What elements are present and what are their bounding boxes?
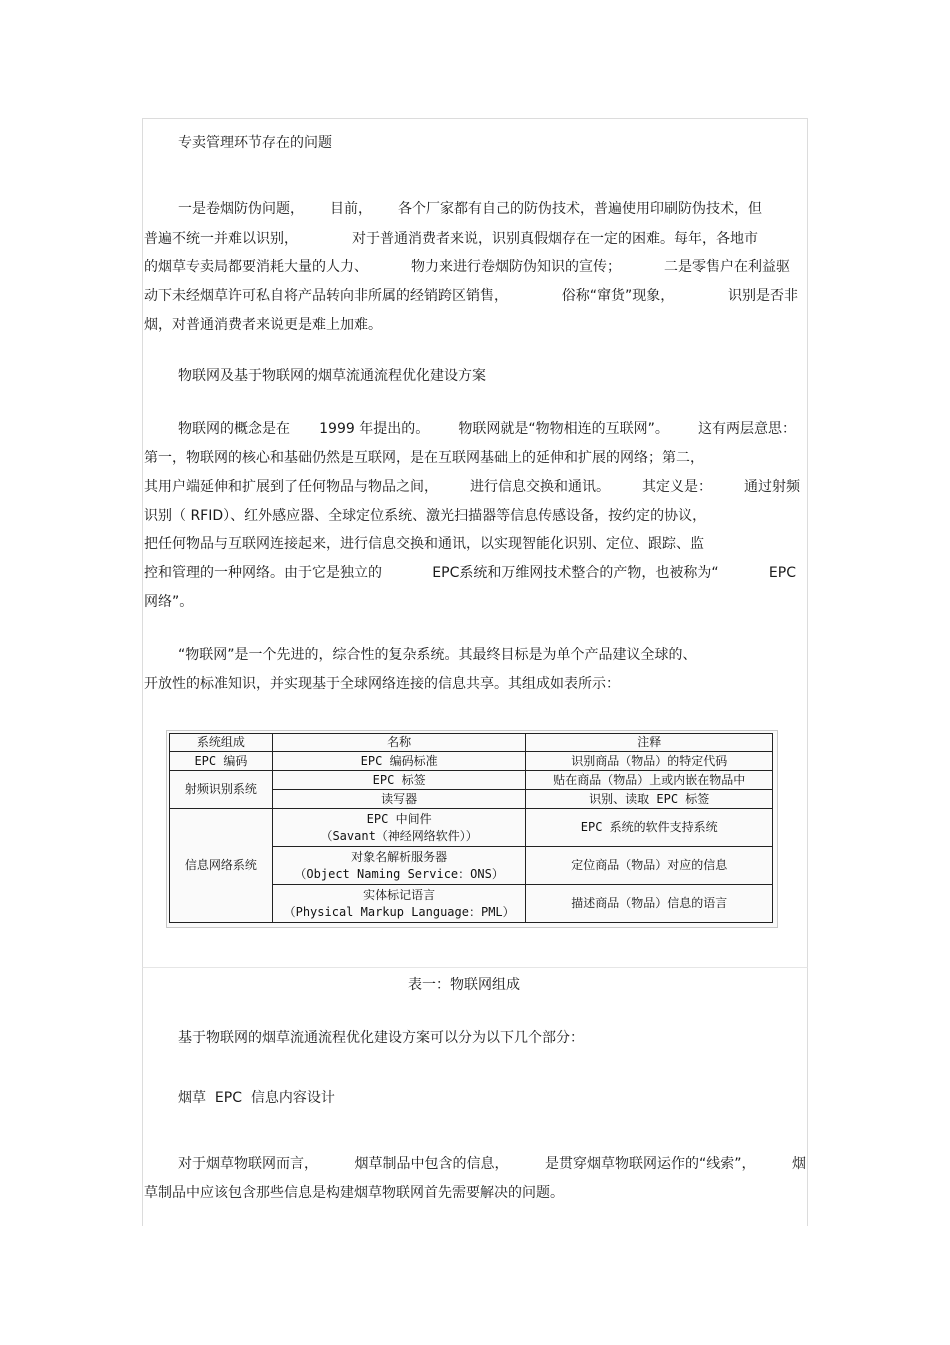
cell-name: EPC 标签	[272, 771, 526, 790]
para2-line-3: 其用户端延伸和扩展到了任何物品与物品之间， 进行信息交换和通讯。 其定义是： 通过射频	[144, 479, 800, 495]
para1-line-3: 的烟草专卖局都要消耗大量的人力、 物力来进行卷烟防伪知识的宣传； 二是零售户在利益驱	[144, 259, 790, 275]
cell-name-two-line: 实体标记语言 （Physical Markup Language：PML）	[272, 885, 526, 923]
para2-line-1: 物联网的概念是在 1999 年提出的。 物联网就是“物物相连的互联网”。 这有两层意思：	[178, 421, 796, 437]
cell-note: 贴在商品（物品）上或内嵌在物品中	[526, 771, 773, 790]
section-heading-epc-content: 烟草 EPC 信息内容设计	[178, 1090, 335, 1106]
para1-line-4: 动下未经烟草许可私自将产品转向非所属的经销跨区销售， 俗称“窜货”现象， 识别是否非	[144, 288, 798, 304]
table-row	[170, 809, 773, 847]
cell-note: 识别、读取 EPC 标签	[526, 790, 773, 809]
para2-line-7: 网络”。	[144, 594, 194, 610]
cell-note: 识别商品（物品）的特定代码	[526, 752, 773, 771]
para1-line-1: 一是卷烟防伪问题， 目前， 各个厂家都有自己的防伪技术，普遍使用印刷防伪技术，但	[178, 201, 762, 217]
table-header-row	[170, 734, 773, 752]
header-note: 注释	[526, 734, 773, 752]
iot-composition-table	[169, 733, 773, 923]
table-caption: 表一：物联网组成	[408, 977, 520, 993]
para2-line-4: 识别（ RFID）、红外感应器、全球定位系统、激光扫描器等信息传感设备，按约定的协议，	[144, 508, 707, 524]
cell-group-info-network: 信息网络系统	[170, 809, 273, 923]
cell-note: EPC 系统的软件支持系统	[526, 809, 773, 847]
cell-group-rfid: 射频识别系统	[170, 771, 273, 809]
para1-line-2: 普遍不统一并难以识别， 对于普通消费者来说，识别真假烟存在一定的困难。每年，各地市	[144, 231, 758, 247]
cell-name: 读写器	[272, 790, 526, 809]
para5-line-1: 对于烟草物联网而言， 烟草制品中包含的信息， 是贯穿烟草物联网运作的“线索”， 烟	[178, 1156, 806, 1172]
section-heading-monopoly-problems: 专卖管理环节存在的问题	[178, 135, 332, 151]
header-name: 名称	[272, 734, 526, 752]
table-row	[170, 771, 773, 790]
section-heading-iot-scheme: 物联网及基于物联网的烟草流通流程优化建设方案	[178, 368, 486, 384]
cell-name-two-line: 对象名解析服务器 （Object Naming Service：ONS）	[272, 847, 526, 885]
cell-note: 描述商品（物品）信息的语言	[526, 885, 773, 923]
para2-line-5: 把任何物品与互联网连接起来，进行信息交换和通讯，以实现智能化识别、定位、跟踪、监	[144, 536, 704, 552]
para5-line-2: 草制品中应该包含那些信息是构建烟草物联网首先需要解决的问题。	[144, 1185, 564, 1201]
cell-name-two-line: EPC 中间件 （Savant（神经网络软件））	[272, 809, 526, 847]
para1-line-5: 烟，对普通消费者来说更是难上加难。	[144, 317, 382, 333]
para2-line-6: 控和管理的一种网络。由于它是独立的 EPC系统和万维网技术整合的产物，也被称为“ EPC	[144, 565, 796, 581]
table-row	[170, 752, 773, 771]
para3-line-1: “物联网”是一个先进的，综合性的复杂系统。其最终目标是为单个产品建议全球的、	[178, 647, 697, 663]
para4: 基于物联网的烟草流通流程优化建设方案可以分为以下几个部分：	[178, 1030, 584, 1046]
cell-group-epc-code: EPC 编码	[170, 752, 273, 771]
cell-note: 定位商品（物品）对应的信息	[526, 847, 773, 885]
para2-line-2: 第一，物联网的核心和基础仍然是互联网，是在互联网基础上的延伸和扩展的网络；第二，	[144, 450, 704, 466]
cell-name: EPC 编码标准	[272, 752, 526, 771]
header-system: 系统组成	[170, 734, 273, 752]
para3-line-2: 开放性的标准知识，并实现基于全球网络连接的信息共享。其组成如表所示：	[144, 676, 620, 692]
